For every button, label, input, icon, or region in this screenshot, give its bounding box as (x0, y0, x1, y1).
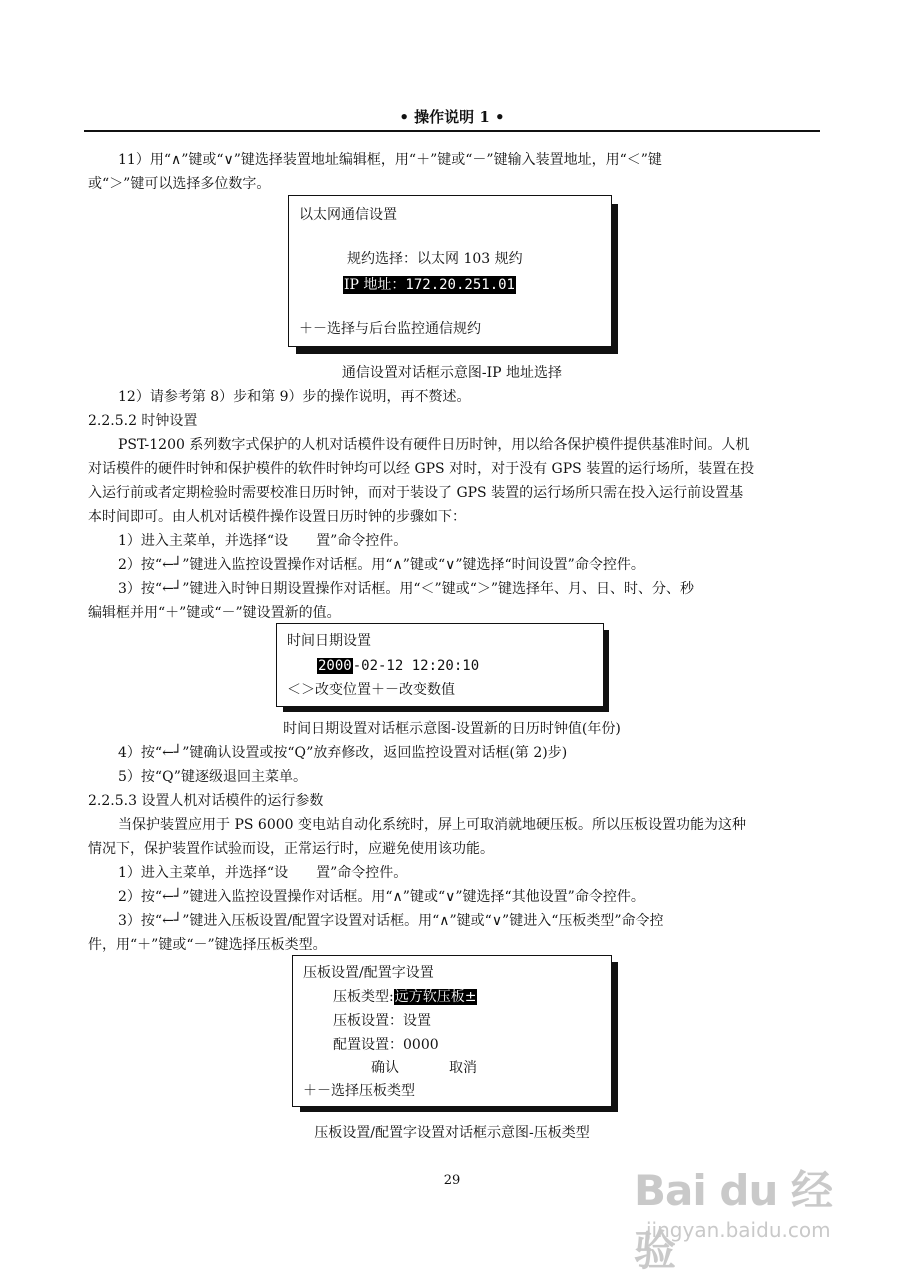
clock-step1: 1）进入主菜单，并选择“设 置”命令控件。 (118, 533, 408, 549)
clock-step3-line1: 3）按“←┘”键进入时钟日期设置操作对话框。用“＜”键或“＞”键选择年、月、日、时、分、秒 (118, 581, 695, 597)
board-type-label: 压板类型: (333, 989, 394, 1005)
clock-step4: 4）按“←┘”键确认设置或按“Q”放弃修改，返回监控设置对话框(第 2)步) (118, 745, 568, 761)
page-number: 29 (443, 1173, 461, 1188)
board-type-value[interactable]: 远方软压板± (394, 989, 477, 1005)
dialog1-caption: 通信设置对话框示意图-IP 地址选择 (341, 365, 563, 381)
header-rule (84, 130, 820, 132)
clock-para-line3: 入运行前或者定期检验时需要校准日历时钟，而对于装设了 GPS 装置的运行场所只需在投入运行前设置基 (88, 485, 744, 501)
dialog3-caption: 压板设置/配置字设置对话框示意图-压板类型 (314, 1125, 590, 1141)
para12: 12）请参考第 8）步和第 9）步的操作说明，再不赘述。 (118, 389, 471, 405)
dialog2-title: 时间日期设置 (287, 633, 371, 649)
params-step3-line1: 3）按“←┘”键进入压板设置/配置字设置对话框。用“∧”键或“∨”键进入“压板类型”命令控 (118, 913, 664, 929)
dialog1-title: 以太网通信设置 (299, 207, 397, 223)
params-step3-line2: 件，用“＋”键或“－”键选择压板类型。 (88, 937, 327, 953)
year-field[interactable]: 2000 (318, 658, 352, 674)
params-para-line2: 情况下，保护装置作试验而设，正常运行时，应避免使用该功能。 (88, 841, 494, 857)
clock-section-heading: 2.2.5.2 时钟设置 (88, 413, 198, 429)
clock-para-line4: 本时间即可。由人机对话模件操作设置日历时钟的步骤如下： (88, 509, 466, 525)
datetime-field[interactable] (317, 657, 479, 675)
time-date-dialog (276, 623, 604, 707)
params-step2: 2）按“←┘”键进入监控设置操作对话框。用“∧”键或“∨”键选择“其他设置”命令控件。 (118, 889, 645, 905)
dialog3-hint: ＋－选择压板类型 (303, 1083, 415, 1099)
ip-address-field[interactable] (343, 276, 516, 294)
watermark-logo: Bai du 经验 (634, 1166, 832, 1275)
ip-label: IP 地址： (344, 277, 406, 293)
params-para-line1: 当保护装置应用于 PS 6000 变电站自动化系统时，屏上可取消就地硬压板。所以压板设置功能为这种 (118, 817, 746, 833)
clock-para-line2: 对话模件的硬件时钟和保护模件的软件时钟均可以经 GPS 对时，对于没有 GPS 装置的运行场所，装置在投 (88, 461, 755, 477)
dialog1-hint: ＋－选择与后台监控通信规约 (299, 321, 481, 337)
dialog2-hint: ＜＞改变位置＋－改变数值 (287, 682, 455, 698)
dialog2-caption: 时间日期设置对话框示意图-设置新的日历时钟值(年份) (283, 721, 621, 737)
board-type-row[interactable] (333, 988, 477, 1006)
confirm-button[interactable]: 确认 (371, 1060, 399, 1076)
clock-step5: 5）按“Q”键逐级退回主菜单。 (118, 769, 307, 785)
ethernet-settings-dialog (288, 195, 612, 347)
config-setting-row[interactable]: 配置设置：0000 (333, 1037, 439, 1053)
baidu-watermark (634, 1148, 864, 1275)
page-header: • 操作说明 1 • (399, 108, 505, 126)
params-section-heading: 2.2.5.3 设置人机对话模件的运行参数 (88, 793, 324, 809)
ip-value: 172.20.251.01 (405, 277, 515, 293)
clock-para-line1: PST-1200 系列数字式保护的人机对话模件设有硬件日历时钟，用以给各保护模件提供基准时间。人机 (118, 437, 750, 453)
clock-step3-line2: 编辑框并用“＋”键或“－”键设置新的值。 (88, 605, 341, 621)
para11-line2: 或“＞”键可以选择多位数字。 (88, 176, 271, 192)
params-step1: 1）进入主菜单，并选择“设 置”命令控件。 (118, 865, 408, 881)
para11-line1: 11）用“∧”键或“∨”键选择装置地址编辑框，用“＋”键或“－”键输入装置地址，用“＜”键 (118, 152, 662, 168)
protocol-selection[interactable]: 规约选择：以太网 103 规约 (347, 251, 523, 267)
board-config-dialog (292, 955, 612, 1107)
watermark-url: jingyan.baidu.com (646, 1218, 831, 1242)
board-setting-row[interactable]: 压板设置：设置 (333, 1013, 431, 1029)
clock-step2: 2）按“←┘”键进入监控设置操作对话框。用“∧”键或“∨”键选择“时间设置”命令控件。 (118, 557, 645, 573)
cancel-button[interactable]: 取消 (449, 1060, 477, 1076)
dialog3-title: 压板设置/配置字设置 (303, 965, 434, 981)
datetime-rest[interactable]: -02-12 12:20:10 (352, 658, 480, 674)
